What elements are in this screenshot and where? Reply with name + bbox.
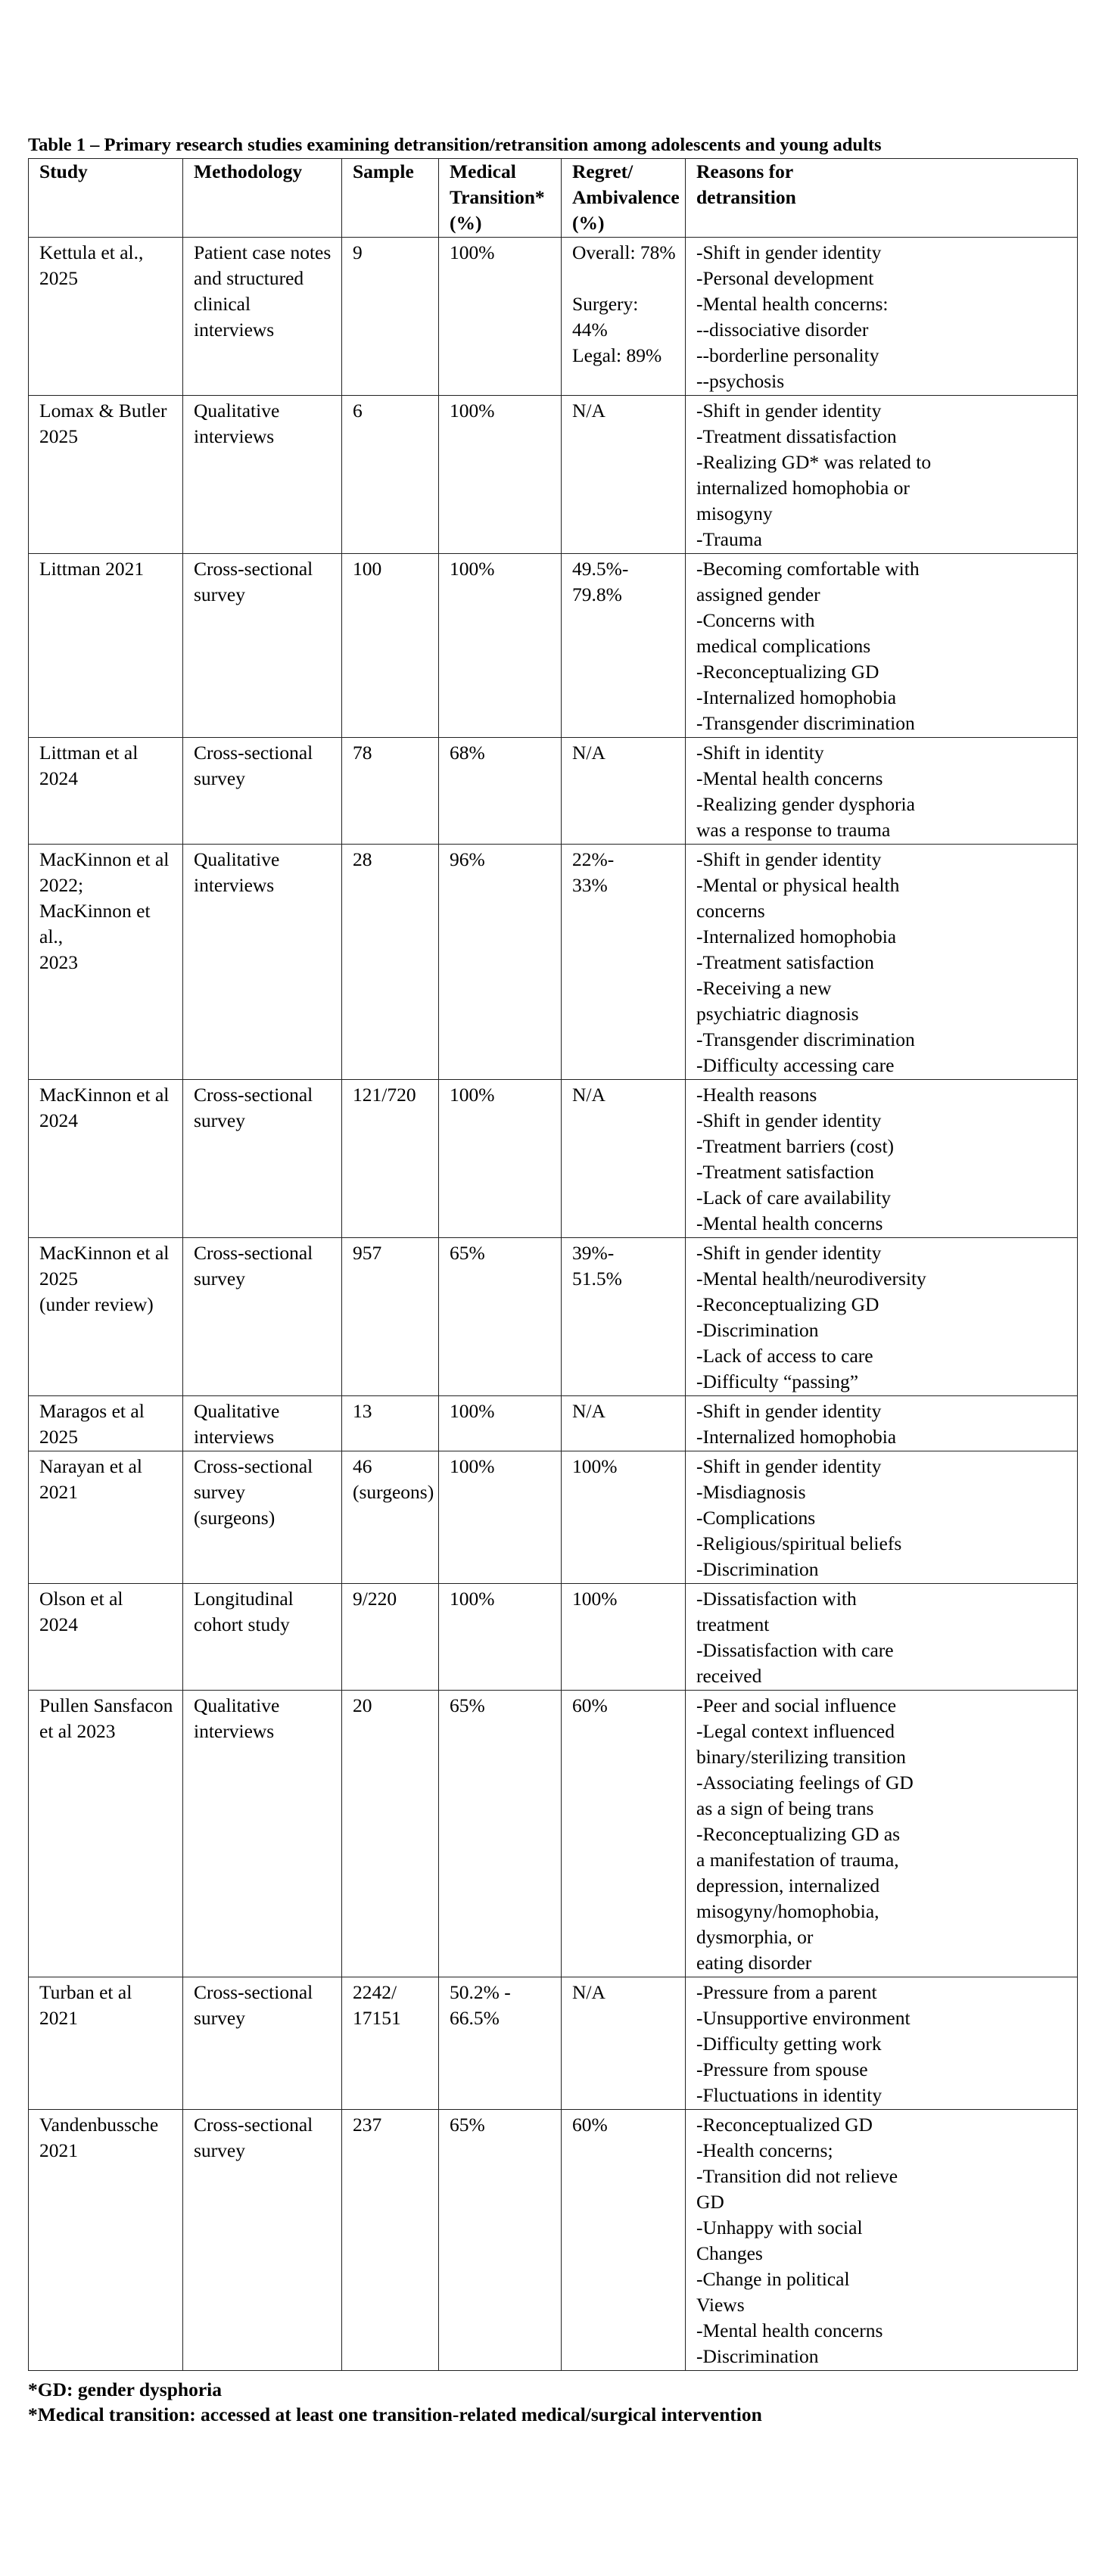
cell-sample: 28 [342,845,439,1080]
cell-reasons: -Health reasons -Shift in gender identity -Treatment barriers (cost) -Treatment satisfaction -Lack of care availability -Mental health concerns [686,1080,1078,1238]
footnotes [28,2377,1078,2427]
cell-regret: N/A [562,1396,686,1451]
cell-reasons: -Shift in gender identity -Personal development -Mental health concerns: --dissociative disorder --borderline personality --psychosis [686,238,1078,396]
table-row [29,1977,1078,2110]
cell-regret: 49.5%- 79.8% [562,554,686,738]
table-row [29,554,1078,738]
table-row [29,845,1078,1080]
header-medical-transition: Medical Transition* (%) [439,159,562,238]
table-row [29,1691,1078,1977]
footnote-gd: *GD: gender dysphoria [28,2378,222,2400]
cell-study: Lomax & Butler 2025 [29,396,183,554]
cell-sample: 46 (surgeons) [342,1451,439,1584]
cell-reasons: -Shift in gender identity -Treatment dissatisfaction -Realizing GD* was related to internalized homophobia or misogyny -Trauma [686,396,1078,554]
cell-medical-transition: 100% [439,1396,562,1451]
cell-sample: 20 [342,1691,439,1977]
cell-reasons: -Shift in identity -Mental health concerns -Realizing gender dysphoria was a response to trauma [686,738,1078,845]
cell-study: MacKinnon et al 2022; MacKinnon et al., 2023 [29,845,183,1080]
cell-medical-transition: 96% [439,845,562,1080]
cell-methodology: Qualitative interviews [183,1396,342,1451]
table-row [29,238,1078,396]
header-study: Study [29,159,183,238]
cell-methodology: Cross-sectional survey [183,1080,342,1238]
cell-study: Turban et al 2021 [29,1977,183,2110]
cell-methodology: Qualitative interviews [183,1691,342,1977]
cell-regret: N/A [562,738,686,845]
cell-methodology: Cross-sectional survey [183,1977,342,2110]
cell-regret: N/A [562,1977,686,2110]
cell-sample: 100 [342,554,439,738]
table-row [29,1451,1078,1584]
header-reasons: Reasons for detransition [686,159,1078,238]
cell-study: MacKinnon et al 2024 [29,1080,183,1238]
cell-study: Pullen Sansfacon et al 2023 [29,1691,183,1977]
cell-reasons: -Shift in gender identity -Internalized homophobia [686,1396,1078,1451]
cell-reasons: -Shift in gender identity -Mental or physical health concerns -Internalized homophobia -Treatment satisfaction -Receiving a new psychiatric diagnosis -Transgender discrimination -Difficulty accessing care [686,845,1078,1080]
table-row [29,2110,1078,2371]
cell-medical-transition: 50.2% - 66.5% [439,1977,562,2110]
cell-regret: N/A [562,396,686,554]
cell-regret: 39%- 51.5% [562,1238,686,1396]
cell-sample: 2242/ 17151 [342,1977,439,2110]
table-row [29,396,1078,554]
table-row [29,1584,1078,1691]
cell-medical-transition: 100% [439,1451,562,1584]
cell-medical-transition: 65% [439,1238,562,1396]
cell-regret: 100% [562,1451,686,1584]
cell-medical-transition: 68% [439,738,562,845]
cell-reasons: -Peer and social influence -Legal context influenced binary/sterilizing transition -Associating feelings of GD as a sign of being trans -Reconceptualizing GD as a manifestation of trauma, depression, internalized misogyny/homophobia, dysmorphia, or eating disorder [686,1691,1078,1977]
cell-reasons: -Shift in gender identity -Misdiagnosis -Complications -Religious/spiritual beliefs -Discrimination [686,1451,1078,1584]
cell-study: Narayan et al 2021 [29,1451,183,1584]
cell-study: MacKinnon et al 2025 (under review) [29,1238,183,1396]
table-row [29,1238,1078,1396]
cell-regret: 60% [562,2110,686,2371]
cell-methodology: Patient case notes and structured clinical interviews [183,238,342,396]
cell-regret: N/A [562,1080,686,1238]
cell-sample: 121/720 [342,1080,439,1238]
cell-regret: 100% [562,1584,686,1691]
cell-study: Kettula et al., 2025 [29,238,183,396]
table-row [29,1396,1078,1451]
cell-study: Littman 2021 [29,554,183,738]
cell-sample: 237 [342,2110,439,2371]
cell-medical-transition: 100% [439,1080,562,1238]
cell-medical-transition: 100% [439,554,562,738]
cell-reasons: -Reconceptualized GD -Health concerns; -Transition did not relieve GD -Unhappy with social Changes -Change in political Views -Mental health concerns -Discrimination [686,2110,1078,2371]
cell-sample: 9 [342,238,439,396]
header-regret-ambivalence: Regret/ Ambivalence (%) [562,159,686,238]
cell-medical-transition: 65% [439,2110,562,2371]
cell-study: Littman et al 2024 [29,738,183,845]
cell-medical-transition: 100% [439,238,562,396]
cell-sample: 13 [342,1396,439,1451]
table-header-row [29,159,1078,238]
header-methodology: Methodology [183,159,342,238]
cell-regret: Overall: 78% Surgery: 44% Legal: 89% [562,238,686,396]
cell-methodology: Cross-sectional survey (surgeons) [183,1451,342,1584]
cell-reasons: -Shift in gender identity -Mental health/neurodiversity -Reconceptualizing GD -Discrimination -Lack of access to care -Difficulty “passing” [686,1238,1078,1396]
cell-study: Maragos et al 2025 [29,1396,183,1451]
table-row [29,738,1078,845]
footnote-medical-transition: *Medical transition: accessed at least one transition-related medical/surgical intervention [28,2403,762,2425]
cell-methodology: Cross-sectional survey [183,738,342,845]
cell-sample: 9/220 [342,1584,439,1691]
cell-methodology: Longitudinal cohort study [183,1584,342,1691]
cell-reasons: -Pressure from a parent -Unsupportive environment -Difficulty getting work -Pressure from spouse -Fluctuations in identity [686,1977,1078,2110]
cell-medical-transition: 65% [439,1691,562,1977]
cell-sample: 78 [342,738,439,845]
table-caption: Table 1 – Primary research studies examining detransition/retransition among adolescents and young adults [28,135,882,155]
cell-medical-transition: 100% [439,1584,562,1691]
cell-methodology: Cross-sectional survey [183,1238,342,1396]
cell-regret: 60% [562,1691,686,1977]
table-row [29,1080,1078,1238]
cell-sample: 957 [342,1238,439,1396]
cell-study: Vandenbussche 2021 [29,2110,183,2371]
cell-sample: 6 [342,396,439,554]
header-sample: Sample [342,159,439,238]
document-page [28,135,1078,2427]
cell-methodology: Qualitative interviews [183,845,342,1080]
cell-methodology: Cross-sectional survey [183,2110,342,2371]
cell-reasons: -Becoming comfortable with assigned gender -Concerns with medical complications -Reconceptualizing GD -Internalized homophobia -Transgender discrimination [686,554,1078,738]
cell-methodology: Qualitative interviews [183,396,342,554]
cell-medical-transition: 100% [439,396,562,554]
cell-study: Olson et al 2024 [29,1584,183,1691]
cell-reasons: -Dissatisfaction with treatment -Dissatisfaction with care received [686,1584,1078,1691]
table-body [29,238,1078,2371]
cell-methodology: Cross-sectional survey [183,554,342,738]
studies-table [28,158,1078,2371]
cell-regret: 22%- 33% [562,845,686,1080]
